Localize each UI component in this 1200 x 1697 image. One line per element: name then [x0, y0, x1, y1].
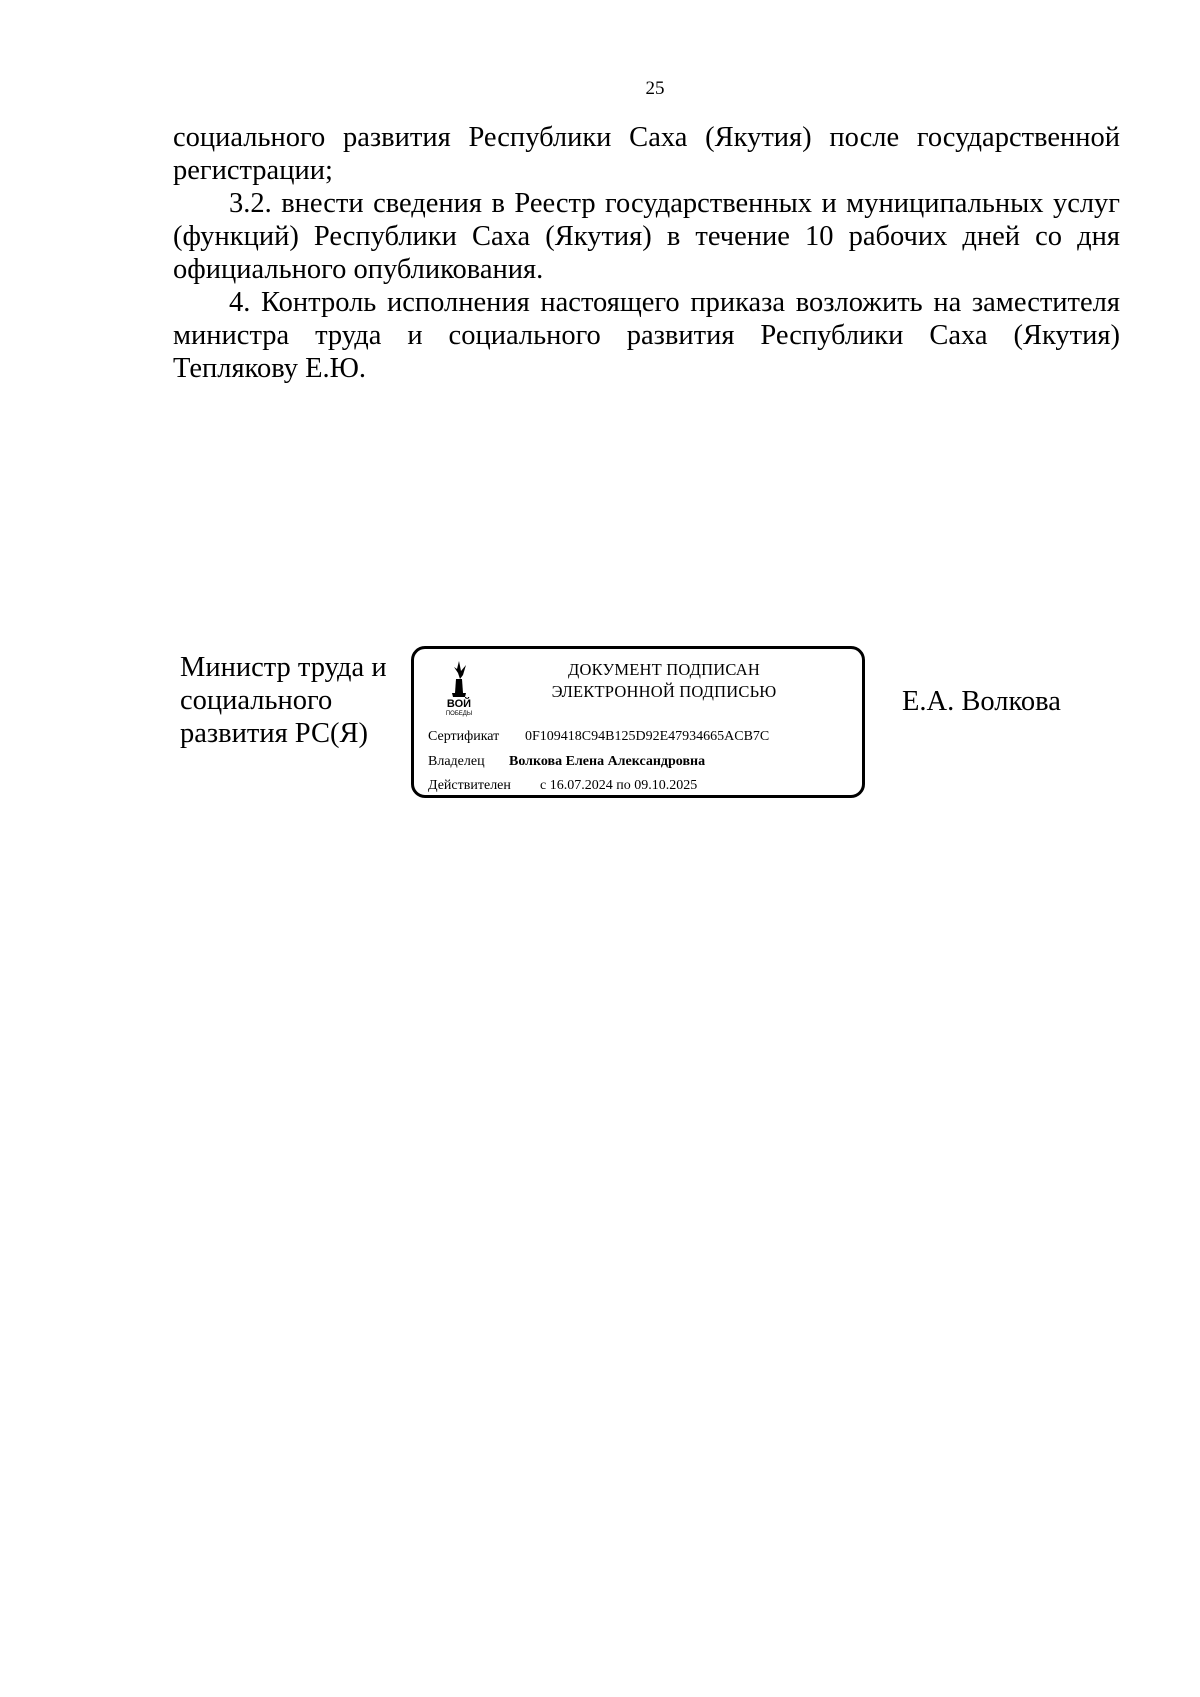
validity-value: с 16.07.2024 по 09.10.2025 — [540, 778, 698, 793]
paragraph-item-3-2: 3.2. внести сведения в Реестр государственных и муниципальных услуг (функций) Республики Саха (Якутия) в течение 10 рабочих дней со дня официального опубликования. — [173, 188, 1120, 285]
svg-text:ПОБЕДЫ: ПОБЕДЫ — [445, 711, 473, 717]
document-body — [173, 121, 1120, 385]
certificate-label: Сертификат — [428, 729, 500, 744]
owner-label: Владелец — [428, 754, 485, 769]
stamp-title-line: ЭЛЕКТРОННОЙ ПОДПИСЬЮ — [551, 682, 777, 701]
paragraph-item-4: 4. Контроль исполнения настоящего приказа возложить на заместителя министра труда и социального развития Республики Саха (Якутия) Теплякову Е.Ю. — [173, 287, 1120, 384]
signer-title — [180, 651, 387, 750]
owner-value: Волкова Елена Александровна — [509, 754, 706, 769]
svg-text:ВОЙ: ВОЙ — [446, 698, 472, 710]
stamp-title-line: ДОКУМЕНТ ПОДПИСАН — [568, 660, 760, 679]
signer-name: Е.А. Волкова — [902, 686, 1061, 717]
page-number: 25 — [645, 78, 665, 99]
signer-title-line: Министр труда и — [180, 652, 387, 683]
victory-emblem-icon — [442, 659, 476, 717]
signer-title-line: социального — [180, 685, 333, 716]
validity-label: Действителен — [428, 778, 511, 793]
stamp-title — [514, 659, 814, 703]
stamp-certificate-row — [428, 729, 769, 745]
electronic-signature-stamp — [411, 646, 865, 798]
stamp-owner-row — [428, 754, 705, 770]
paragraph-continuation: социального развития Республики Саха (Якутия) после государственной регистрации; — [173, 122, 1120, 186]
stamp-validity-row — [428, 778, 697, 794]
signer-title-line: развития РС(Я) — [180, 718, 369, 749]
certificate-value: 0F109418C94B125D92E47934665ACB7C — [525, 729, 770, 744]
